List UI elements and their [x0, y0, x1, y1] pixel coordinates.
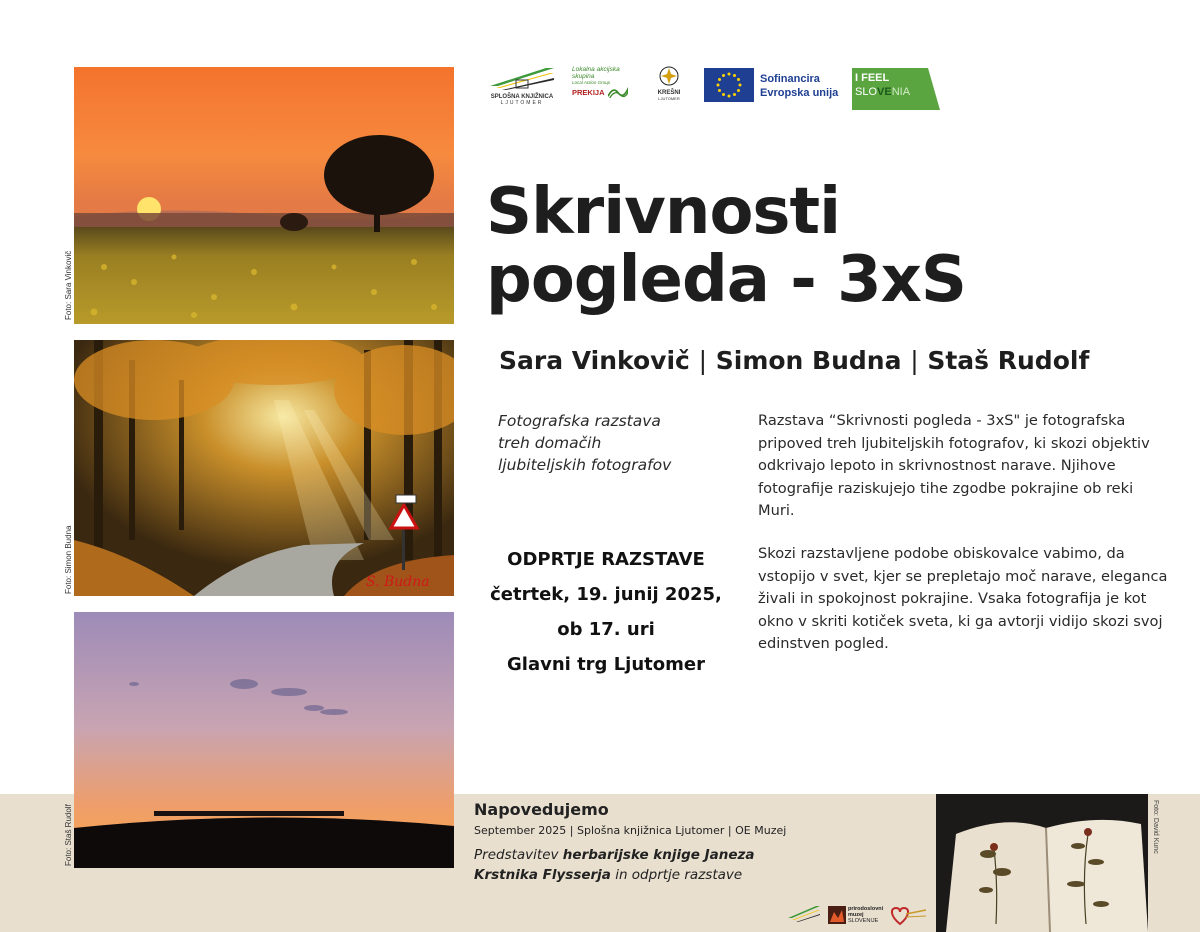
- heart-logo-icon: [888, 904, 928, 926]
- opening-info: [478, 542, 734, 682]
- announce-title: Napovedujemo: [474, 800, 609, 819]
- photo-credit-2: Foto: Simon Budna: [64, 525, 73, 594]
- library-logo: SPLOŠNA KNJIŽNICA LJUTOMER: [486, 66, 558, 106]
- opening-heading: ODPRTJE RAZSTAVE: [507, 549, 705, 570]
- opening-place: Glavni trg Ljutomer: [507, 654, 705, 675]
- artist-names: [499, 346, 1139, 375]
- announce-meta: September 2025 | Splošna knjižnica Ljutomer | OE Muzej: [474, 824, 787, 837]
- museum-logo-mark: [828, 906, 846, 924]
- photo-sunset-field: [74, 67, 454, 324]
- photo-credit-3: Foto: Staš Rudolf: [64, 804, 73, 866]
- photo-autumn-road: [74, 340, 454, 596]
- announce-description: Predstavitev herbarijske knjige Janeza Krstnika Flysserja in odprtje razstave: [474, 847, 755, 883]
- opening-time: ob 17. uri: [557, 619, 655, 640]
- description-paragraph-2: Skozi razstavljene podobe obiskovalce vabimo, da vstopijo v svet, kjer se prepletajo moč narave, eleganca živali in spokojnost pokrajine. Vsaka fotografija je kot okno v skriti kotiček sveta, ki ga avtorji vidijo skozi svoj edinstven pogled.: [758, 545, 1168, 652]
- opening-date: četrtek, 19. junij 2025,: [490, 584, 722, 605]
- photo-signature: S. Budna: [366, 574, 430, 590]
- title-line-1: Skrivnosti: [486, 175, 841, 249]
- artist-separator-2: |: [910, 346, 919, 375]
- museum-logo-text: prirodoslovni muzej SLOVENIJE: [848, 906, 884, 924]
- partner-logos-bottom: [786, 902, 934, 928]
- lag-prekija-logo: Lokalna akcijska skupina Local Action Group PREKIJA: [572, 66, 628, 106]
- artist-separator-1: |: [698, 346, 708, 375]
- eu-cofinance-logo: Sofinancira Evropska unija: [704, 68, 842, 102]
- artist-2: Simon Budna: [715, 346, 902, 375]
- i-feel-slovenia-logo: I FEEL SLOVENIA: [852, 68, 940, 110]
- photo-dusk-horizon: [74, 612, 454, 868]
- artist-3: Staš Rudolf: [927, 346, 1090, 375]
- description-paragraph-1: Razstava “Skrivnosti pogleda - 3xS" je fotografska pripoved treh ljubiteljskih fotografov, ki skozi objektiv odkrivajo lepoto in skrivnostnost narave. Njihove fotografije raziskujejo tihe zgodbe pokrajine ob reki Muri.: [758, 412, 1150, 519]
- sponsor-logo-row: [486, 66, 946, 114]
- photo-credit-4: Foto: David Kunc: [1152, 800, 1159, 854]
- photo-herbarium-book: [936, 794, 1148, 932]
- title-line-2: pogleda - 3xS: [486, 243, 966, 317]
- exhibition-subtitle: Fotografska razstava treh domačih ljubiteljskih fotografov: [498, 412, 672, 474]
- kresni-logo: KREŠNI LJUTOMER: [654, 66, 684, 106]
- artist-1: Sara Vinkovič: [499, 346, 690, 375]
- library-logo-small: [786, 904, 822, 924]
- photo-credit-1: Foto: Sara Vinkovič: [64, 250, 73, 320]
- eu-flag-icon: [704, 68, 754, 102]
- page-title: [486, 175, 1126, 317]
